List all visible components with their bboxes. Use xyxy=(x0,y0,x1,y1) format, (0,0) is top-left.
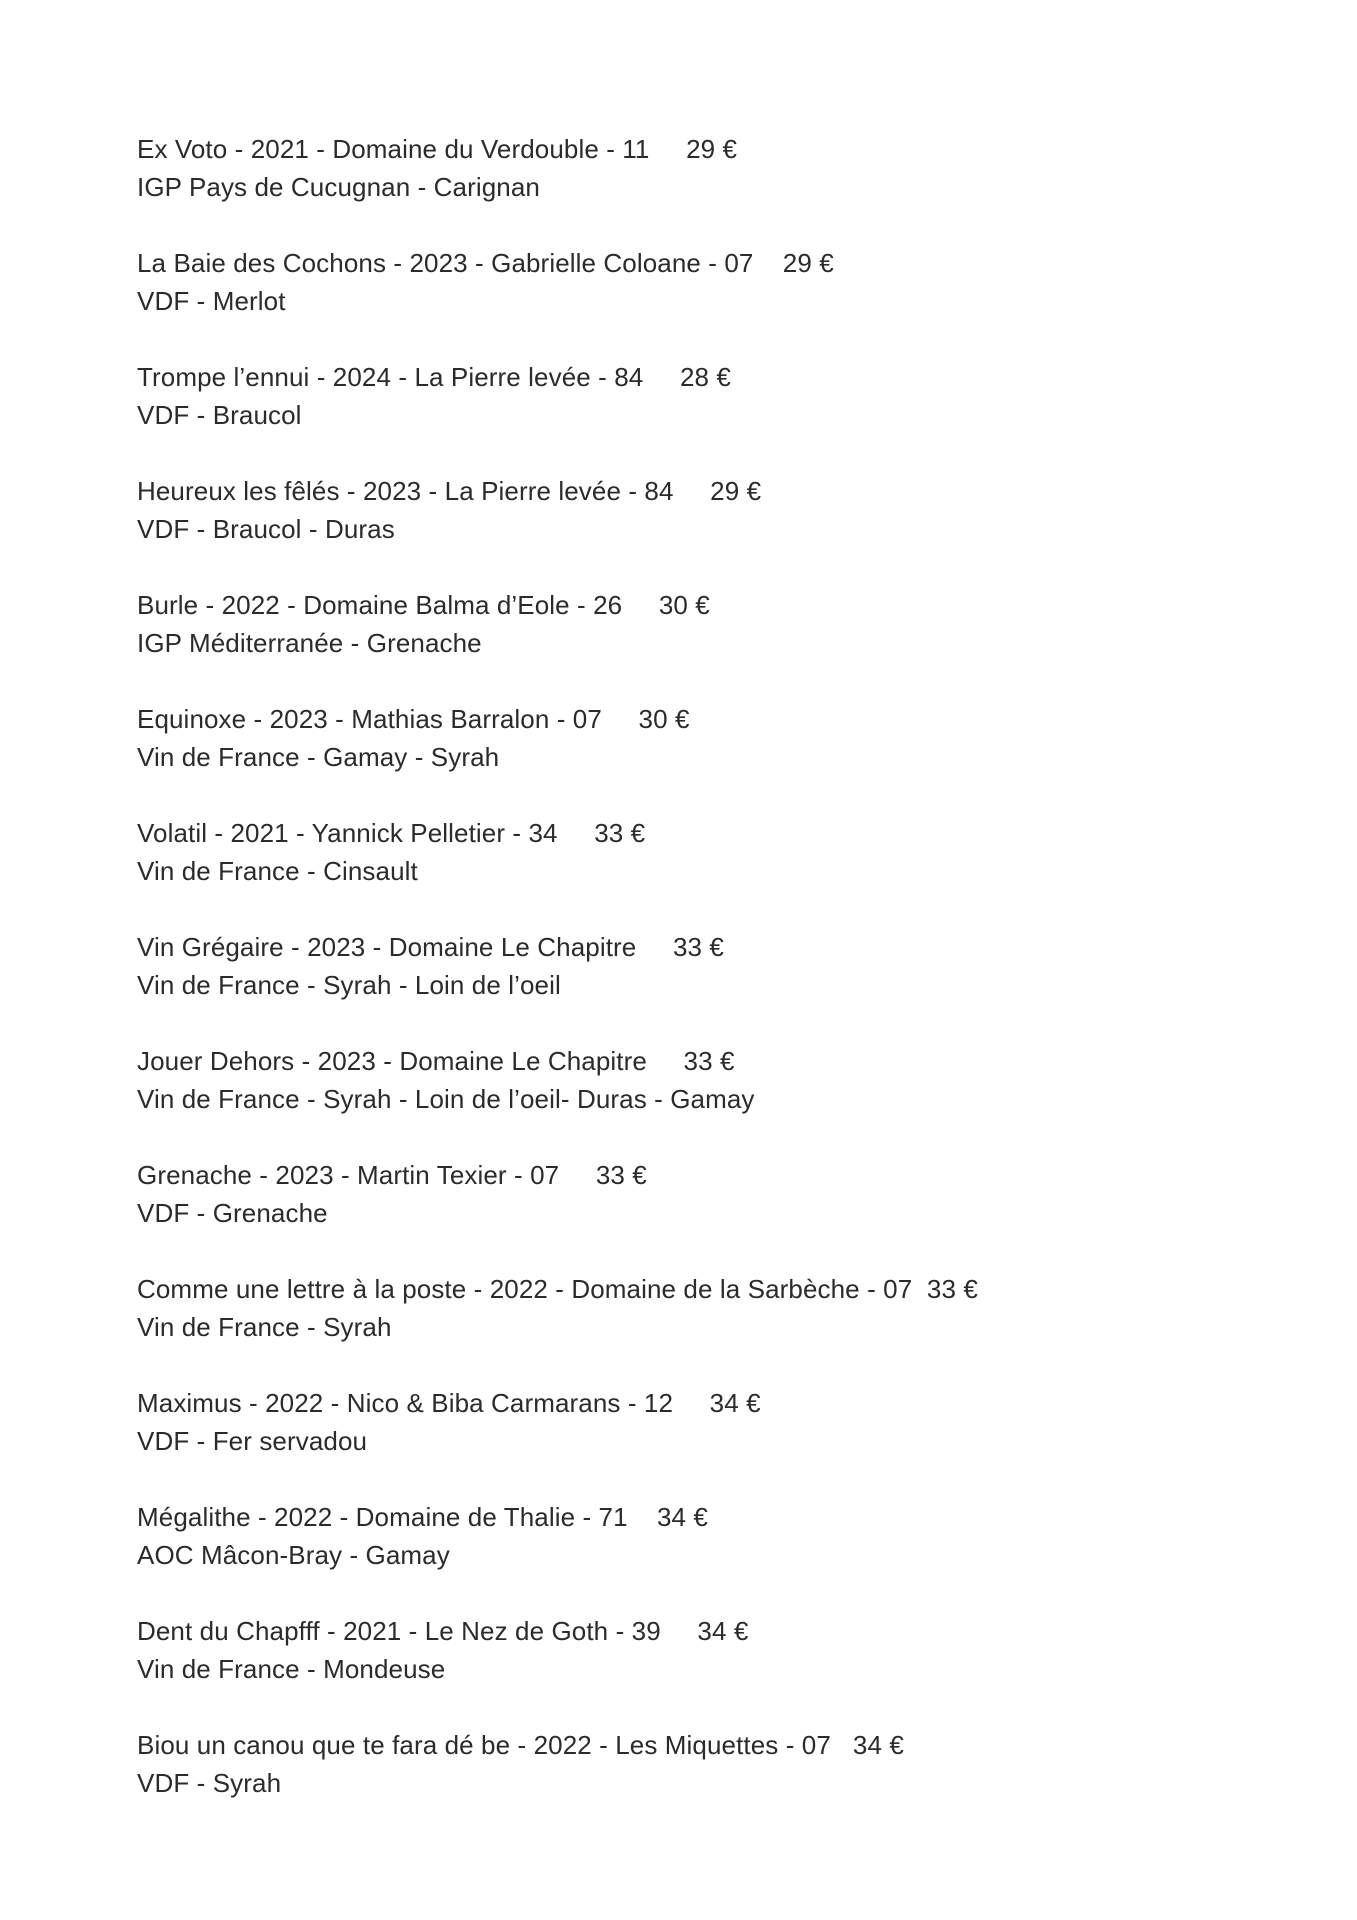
wine-entry xyxy=(137,1270,1237,1384)
wine-title-line: Maximus - 2022 - Nico & Biba Carmarans - 12 34 € xyxy=(137,1388,761,1418)
wine-appellation-line: VDF - Syrah xyxy=(137,1768,282,1798)
wine-title-line: La Baie des Cochons - 2023 - Gabrielle Coloane - 07 29 € xyxy=(137,248,834,278)
wine-appellation-line: IGP Méditerranée - Grenache xyxy=(137,628,482,658)
wine-title-line: Heureux les fêlés - 2023 - La Pierre levée - 84 29 € xyxy=(137,476,762,506)
wine-entry xyxy=(137,1726,1237,1840)
wine-entry xyxy=(137,1498,1237,1612)
wine-title-line: Burle - 2022 - Domaine Balma d’Eole - 26 30 € xyxy=(137,590,710,620)
wine-entry xyxy=(137,1156,1237,1270)
wine-title-line: Vin Grégaire - 2023 - Domaine Le Chapitre 33 € xyxy=(137,932,724,962)
wine-title-line: Grenache - 2023 - Martin Texier - 07 33 € xyxy=(137,1160,647,1190)
wine-entry xyxy=(137,814,1237,928)
wine-title-line: Equinoxe - 2023 - Mathias Barralon - 07 30 € xyxy=(137,704,690,734)
wine-entry xyxy=(137,472,1237,586)
wine-entry xyxy=(137,928,1237,1042)
wine-appellation-line: Vin de France - Syrah - Loin de l’oeil- Duras - Gamay xyxy=(137,1084,755,1114)
wine-appellation-line: Vin de France - Mondeuse xyxy=(137,1654,446,1684)
wine-entry xyxy=(137,1384,1237,1498)
wine-title-line: Dent du Chapfff - 2021 - Le Nez de Goth - 39 34 € xyxy=(137,1616,749,1646)
wine-list xyxy=(137,130,1237,1840)
wine-appellation-line: Vin de France - Syrah - Loin de l’oeil xyxy=(137,970,561,1000)
wine-title-line: Trompe l’ennui - 2024 - La Pierre levée - 84 28 € xyxy=(137,362,731,392)
wine-appellation-line: VDF - Grenache xyxy=(137,1198,328,1228)
wine-appellation-line: Vin de France - Gamay - Syrah xyxy=(137,742,500,772)
wine-entry xyxy=(137,244,1237,358)
wine-title-line: Jouer Dehors - 2023 - Domaine Le Chapitre 33 € xyxy=(137,1046,735,1076)
wine-appellation-line: Vin de France - Syrah xyxy=(137,1312,392,1342)
wine-entry xyxy=(137,130,1237,244)
wine-appellation-line: VDF - Braucol xyxy=(137,400,302,430)
wine-appellation-line: AOC Mâcon-Bray - Gamay xyxy=(137,1540,450,1570)
wine-appellation-line: VDF - Merlot xyxy=(137,286,286,316)
wine-title-line: Mégalithe - 2022 - Domaine de Thalie - 71 34 € xyxy=(137,1502,708,1532)
wine-entry xyxy=(137,700,1237,814)
wine-appellation-line: VDF - Fer servadou xyxy=(137,1426,368,1456)
wine-title-line: Ex Voto - 2021 - Domaine du Verdouble - 11 29 € xyxy=(137,134,738,164)
wine-entry xyxy=(137,1612,1237,1726)
wine-appellation-line: IGP Pays de Cucugnan - Carignan xyxy=(137,172,540,202)
wine-appellation-line: VDF - Braucol - Duras xyxy=(137,514,395,544)
wine-appellation-line: Vin de France - Cinsault xyxy=(137,856,418,886)
wine-title-line: Biou un canou que te fara dé be - 2022 - Les Miquettes - 07 34 € xyxy=(137,1730,904,1760)
wine-title-line: Volatil - 2021 - Yannick Pelletier - 34 33 € xyxy=(137,818,646,848)
wine-entry xyxy=(137,586,1237,700)
wine-title-line: Comme une lettre à la poste - 2022 - Domaine de la Sarbèche - 07 33 € xyxy=(137,1274,978,1304)
wine-entry xyxy=(137,1042,1237,1156)
wine-entry xyxy=(137,358,1237,472)
